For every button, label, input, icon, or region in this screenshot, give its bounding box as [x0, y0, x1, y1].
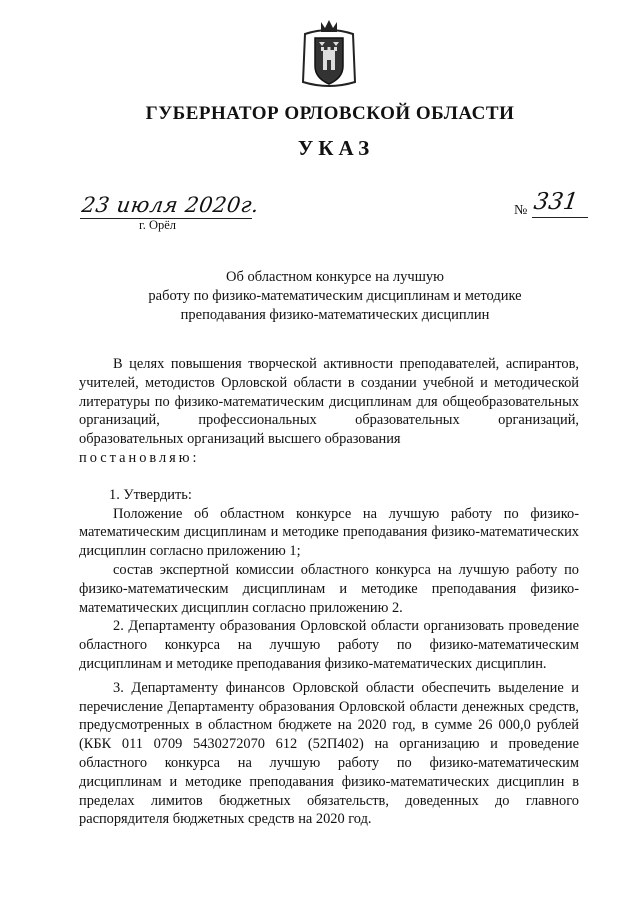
item-1-paragraph-b: состав экспертной комиссии областного конкурса на лучшую работу по физико-математическим дисциплинам и методике преподавания физико-математических дисциплин согласно приложению 2. [79, 561, 579, 616]
number-label: № [514, 203, 528, 218]
item-1-paragraph-a: Положение об областном конкурсе на лучшую работу по физико-математическим дисциплинам и методике преподавания физико-математических дисциплин согласно приложению 1; [79, 505, 579, 560]
issuing-authority: ГУБЕРНАТОР ОРЛОВСКОЙ ОБЛАСТИ [145, 103, 515, 124]
document-type-title: УКАЗ [297, 136, 375, 160]
document-body [79, 355, 579, 829]
subject-line: преподавания физико-математических дисциплин [180, 307, 490, 323]
document-city: г. Орёл [139, 218, 177, 232]
document-subject [100, 268, 570, 325]
resolve-word: постановляю: [79, 449, 200, 466]
document-date: 23 июля 2020г. [80, 193, 261, 217]
item-2-paragraph: 2. Департаменту образования Орловской области организовать проведение областного конкурса на лучшую работу по физико-математическим дисциплинам и методике преподавания физико-математических дисциплин. [79, 618, 579, 672]
subject-line: Об областном конкурсе на лучшую [226, 269, 444, 285]
item-1-title: 1. Утвердить: [109, 486, 192, 503]
number-underline [532, 217, 588, 218]
coat-of-arms-icon [299, 18, 359, 90]
subject-line: работу по физико-математическим дисциплинам и методике [148, 288, 522, 304]
preamble-paragraph: В целях повышения творческой активности преподавателей, аспирантов, учителей, методистов Орловской области в создании учебной и методической литературы по физико-математическим дисциплинам для общеобразовательных организаций, профессиональных образовательных организаций, образовательных организаций высшего образования [79, 356, 579, 448]
item-3-paragraph: 3. Департаменту финансов Орловской области обеспечить выделение и перечисление Департаменту образования Орловской области денежных средств, предусмотренных в областном бюджете на 2020 год, в сумме 26 000,0 рублей (КБК 011 0709 5430272070 612 (52П402) на организацию и проведение областного конкурса на лучшую работу по физико-математическим дисциплинам и методике преподавания физико-математических дисциплин в пределах лимитов бюджетных обязательств, доведенных до главного распорядителя бюджетных средств на 2020 год. [79, 679, 579, 828]
document-number: 331 [532, 189, 580, 215]
